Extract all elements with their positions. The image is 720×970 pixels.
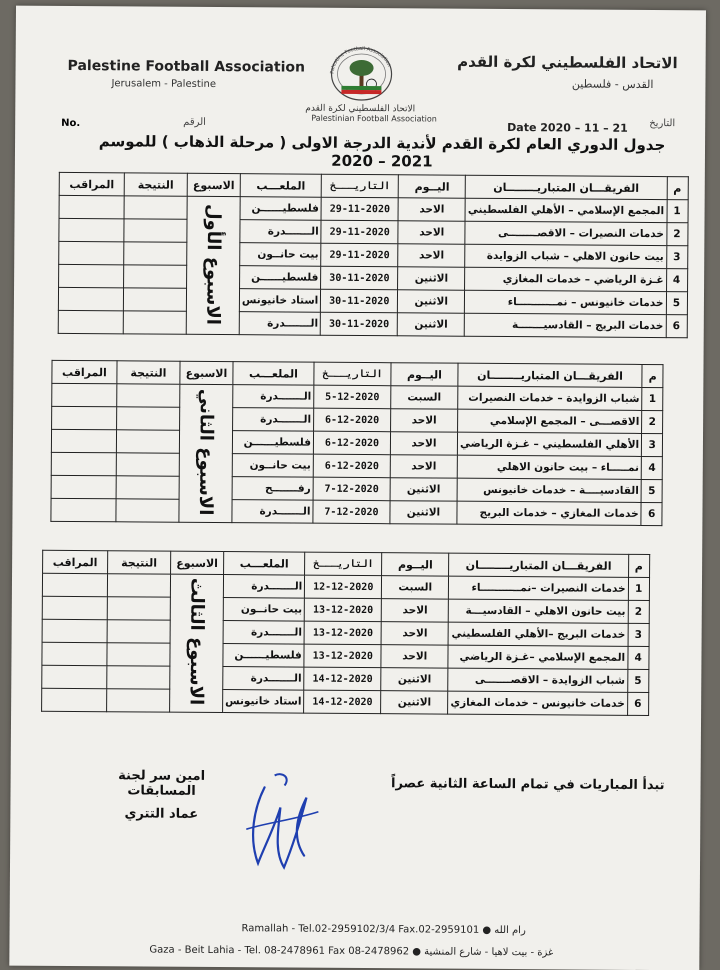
column-header-week: الاسبوع — [171, 551, 224, 574]
cell-observer-empty[interactable] — [42, 573, 107, 596]
cell-teams: المجمع الإسلامي –غـزة الرياضي — [448, 645, 628, 669]
cell-venue: استاد خانيونس — [223, 690, 304, 714]
cell-venue: فلسطيــــــن — [223, 644, 304, 668]
cell-date: 6-12-2020 — [313, 431, 390, 455]
column-header-day: اليــوم — [398, 175, 465, 198]
cell-day: الاحد — [398, 244, 465, 267]
cell-result-empty[interactable] — [107, 597, 170, 620]
cell-result-empty[interactable] — [117, 407, 180, 430]
cell-n: 6 — [641, 502, 662, 525]
week-label-cell — [170, 574, 224, 712]
cell-day: الاحد — [381, 622, 448, 645]
cell-venue: فلسطيــــــن — [240, 197, 321, 221]
date-label: Date — [507, 121, 537, 135]
cell-day: السبت — [382, 576, 449, 599]
page-title: جدول الدوري العام لكرة القدم لأندية الدرجة الاولى ( مرحلة الذهاب ) للموسم 2021 – 2020 — [98, 132, 666, 171]
cell-day: الاثنين — [398, 290, 465, 313]
start-time-note: تبدأ المباريات في تمام الساعة الثانية عصراً — [390, 776, 665, 794]
cell-venue: فلسطيــــــن — [232, 431, 313, 455]
cell-result-empty[interactable] — [116, 430, 179, 453]
cell-day: الاحد — [381, 645, 448, 668]
cell-day: الاثنين — [390, 478, 457, 501]
cell-teams: خدمات النصيرات – الاقصــــــــى — [465, 221, 666, 245]
org-name-ar: الاتحاد الفلسطيني لكرة القدم — [457, 52, 678, 73]
cell-venue: الـــــــدرة — [223, 667, 304, 691]
cell-teams: خدمات النصيرات –نمـــــــــــاء — [449, 576, 629, 600]
cell-n: 1 — [667, 200, 688, 223]
cell-result-empty[interactable] — [117, 384, 180, 407]
cell-result-empty[interactable] — [116, 453, 179, 476]
pfa-logo — [311, 42, 411, 103]
cell-n: 6 — [666, 315, 687, 338]
cell-n: 1 — [642, 387, 663, 410]
cell-venue: الـــــــدرة — [223, 575, 304, 599]
week-label-cell — [179, 384, 233, 522]
cell-result-empty[interactable] — [116, 499, 179, 522]
cell-n: 5 — [666, 292, 687, 315]
cell-date: 7-12-2020 — [313, 500, 390, 524]
document-page — [9, 6, 706, 970]
cell-teams: القادسيــــة – خدمات خانيونس — [457, 478, 641, 502]
date-value: 2020 – 11 – 21 — [540, 121, 628, 135]
cell-venue: الـــــــدرة — [223, 621, 304, 645]
column-header-teams: الفريقـــان المتباريــــــــان — [465, 175, 666, 199]
org-location-en: Jerusalem - Palestine — [111, 78, 217, 90]
cell-date: 6-12-2020 — [313, 454, 390, 478]
column-header-day: اليــوم — [382, 553, 449, 576]
week-label: الاسبوع الثالث — [185, 578, 208, 706]
cell-date: 14-12-2020 — [304, 667, 381, 691]
cell-n: 2 — [628, 600, 649, 623]
cell-teams: بيت حانون الاهلي – شباب الزوايدة — [465, 244, 666, 268]
cell-teams: المجمع الإسلامي – الأهلي الفلسطيني — [465, 198, 666, 222]
cell-result-empty[interactable] — [124, 242, 187, 265]
secretary-name: عماد التتري — [124, 806, 199, 822]
column-header-result: النتيجة — [117, 361, 180, 384]
week-label: الاسبوع الأول — [202, 203, 225, 325]
cell-n: 5 — [641, 479, 662, 502]
signature — [234, 767, 327, 878]
cell-day: الاحد — [398, 221, 465, 244]
column-header-venue: الملعـــب — [224, 552, 305, 576]
cell-n: 5 — [627, 669, 648, 692]
cell-teams: نمـــــاء – بيت حانون الاهلي — [457, 455, 641, 479]
contact-ramallah: Ramallah - Tel.02-2959102/3/4 Fax.02-2959101 ● رام الله — [241, 923, 526, 937]
cell-date: 6-12-2020 — [314, 408, 391, 432]
table-row — [42, 688, 649, 715]
column-header-date: التاريـــخ — [305, 552, 382, 576]
cell-venue: بيت حانــون — [232, 454, 313, 478]
cell-day: الاحد — [391, 409, 458, 432]
column-header-date: التاريـــخ — [314, 362, 391, 386]
cell-day: السبت — [391, 386, 458, 409]
cell-result-empty[interactable] — [107, 643, 170, 666]
week-label-cell — [186, 196, 240, 334]
cell-observer-empty[interactable] — [59, 218, 124, 241]
logo-caption-en: Palestinian Football Association — [311, 113, 437, 124]
cell-date: 29-11-2020 — [321, 197, 398, 221]
org-location-ar: القدس - فلسطين — [571, 77, 654, 92]
cell-teams: خدمات خانيونس – نمـــــــــــاء — [465, 290, 666, 314]
column-header-teams: الفريقـــان المتباريــــــــان — [449, 553, 629, 577]
column-header-day: اليــوم — [391, 363, 458, 386]
document-date — [507, 121, 628, 135]
contact-gaza: Gaza - Beit Lahia - Tel. 08-2478961 Fax 08-2478962 ● غزة - بيت لاهيا - شارع المنشية — [149, 944, 554, 959]
cell-date: 13-12-2020 — [304, 644, 381, 668]
cell-venue: الـــــــدرة — [232, 500, 313, 524]
cell-teams: خدمات البريج –الأهلي الفلسطيني — [448, 622, 628, 646]
cell-result-empty[interactable] — [107, 666, 170, 689]
cell-observer-empty[interactable] — [52, 383, 117, 406]
cell-observer-empty[interactable] — [59, 241, 124, 264]
cell-day: الاثنين — [398, 313, 465, 336]
cell-n: 1 — [628, 577, 649, 600]
cell-result-empty[interactable] — [107, 620, 170, 643]
cell-venue: بيت حانــون — [223, 598, 304, 622]
cell-result-empty[interactable] — [124, 219, 187, 242]
cell-venue: فلسطيــــــن — [240, 266, 321, 290]
cell-venue: رفـــــــح — [232, 477, 313, 501]
cell-day: الاثنين — [381, 691, 448, 714]
cell-venue: الـــــــدرة — [239, 312, 320, 336]
cell-observer-empty[interactable] — [51, 475, 116, 498]
cell-n: 4 — [666, 269, 687, 292]
cell-observer-empty[interactable] — [59, 264, 124, 287]
cell-result-empty[interactable] — [124, 196, 187, 219]
cell-observer-empty[interactable] — [42, 665, 107, 688]
cell-date: 29-11-2020 — [321, 220, 398, 244]
cell-observer-empty[interactable] — [42, 619, 107, 642]
table-row — [58, 310, 687, 337]
cell-venue: استاد خانيونس — [239, 289, 320, 313]
cell-teams: غـزة الرياضي – خدمات المغازي — [465, 267, 666, 291]
cell-teams: شباب الزوايدة – خدمات النصيرات — [458, 386, 642, 410]
cell-teams: الاقصـــى – المجمع الإسلامي — [458, 409, 642, 433]
column-header-teams: الفريقـــان المتباريــــــــان — [458, 363, 642, 387]
cell-teams: خدمات خانيونس – خدمات المغازي — [448, 691, 628, 715]
column-header-n: م — [667, 177, 688, 200]
cell-observer-empty[interactable] — [52, 406, 117, 429]
cell-result-empty[interactable] — [124, 265, 187, 288]
cell-date: 12-12-2020 — [305, 575, 382, 599]
cell-day: الاثنين — [381, 668, 448, 691]
cell-teams: شباب الزوايدة – الاقصـــــــى — [448, 668, 628, 692]
cell-date: 30-11-2020 — [321, 266, 398, 290]
date-label-ar: التاريخ — [649, 118, 676, 130]
cell-observer-empty[interactable] — [58, 310, 123, 333]
column-header-observer: المراقب — [59, 172, 124, 195]
cell-teams: خدمات البريج – القادسيـــــــة — [465, 313, 666, 337]
cell-venue: الـــــــدرة — [233, 385, 314, 409]
cell-day: الاثنين — [390, 501, 457, 524]
cell-result-empty[interactable] — [107, 689, 170, 712]
cell-venue: الـــــــدرة — [233, 408, 314, 432]
cell-observer-empty[interactable] — [42, 688, 107, 711]
column-header-result: النتيجة — [124, 173, 187, 196]
cell-observer-empty[interactable] — [42, 642, 107, 665]
schedule-table-week-3 — [41, 550, 650, 716]
cell-teams: بيت حانون الاهلي – القادسيـــة — [449, 599, 629, 623]
cell-venue: الـــــــدرة — [240, 220, 321, 244]
column-header-n: م — [628, 554, 649, 577]
cell-observer-empty[interactable] — [51, 498, 116, 521]
column-header-n: م — [642, 364, 663, 387]
logo-ring-text: Palestine Football Association — [329, 45, 392, 74]
cell-teams: الأهلي الفلسطيني – غـزة الرياضي — [457, 432, 641, 456]
cell-n: 3 — [642, 433, 663, 456]
cell-n: 6 — [627, 692, 648, 715]
cell-day: الاثنين — [398, 267, 465, 290]
cell-date: 13-12-2020 — [304, 621, 381, 645]
column-header-date: التاريـــخ — [321, 174, 398, 198]
cell-n: 4 — [641, 456, 662, 479]
cell-venue: بيت حانــون — [240, 243, 321, 267]
cell-day: الاحد — [398, 198, 465, 221]
cell-result-empty[interactable] — [123, 311, 186, 334]
cell-date: 5-12-2020 — [314, 385, 391, 409]
cell-teams: خدمات المغازي – خدمات البريج — [457, 501, 641, 525]
cell-observer-empty[interactable] — [59, 195, 124, 218]
secretary-title: امين سر لجنة المسابقات — [118, 768, 206, 799]
cell-day: الاحد — [390, 432, 457, 455]
column-header-venue: الملعـــب — [240, 174, 321, 198]
cell-n: 2 — [642, 410, 663, 433]
cell-observer-empty[interactable] — [51, 452, 116, 475]
cell-result-empty[interactable] — [107, 574, 170, 597]
cell-result-empty[interactable] — [123, 288, 186, 311]
column-header-week: الاسبوع — [180, 361, 233, 384]
cell-n: 4 — [628, 646, 649, 669]
cell-date: 14-12-2020 — [304, 690, 381, 714]
column-header-observer: المراقب — [43, 550, 108, 573]
cell-n: 2 — [666, 223, 687, 246]
schedule-table-week-2 — [50, 360, 663, 526]
cell-observer-empty[interactable] — [51, 429, 116, 452]
reference-number-label: No. — [61, 117, 81, 130]
cell-n: 3 — [628, 623, 649, 646]
cell-date: 7-12-2020 — [313, 477, 390, 501]
week-label: الاسبوع الثاني — [194, 388, 217, 516]
column-header-observer: المراقب — [52, 360, 117, 383]
column-header-venue: الملعـــب — [233, 362, 314, 386]
column-header-week: الاسبوع — [187, 173, 240, 196]
schedule-table-week-1 — [58, 172, 689, 338]
cell-date: 30-11-2020 — [321, 289, 398, 313]
cell-date: 30-11-2020 — [321, 312, 398, 336]
logo-caption-ar: الاتحاد الفلسطيني لكرة القدم — [305, 103, 416, 115]
cell-observer-empty[interactable] — [42, 596, 107, 619]
cell-day: الاحد — [382, 599, 449, 622]
cell-day: الاحد — [390, 455, 457, 478]
column-header-result: النتيجة — [108, 551, 171, 574]
table-row — [51, 498, 662, 525]
cell-result-empty[interactable] — [116, 476, 179, 499]
cell-date: 13-12-2020 — [305, 598, 382, 622]
cell-observer-empty[interactable] — [58, 287, 123, 310]
cell-date: 29-11-2020 — [321, 243, 398, 267]
org-name-en: Palestine Football Association — [67, 57, 306, 76]
reference-number-label-ar: الرقم — [183, 116, 207, 128]
cell-n: 3 — [666, 246, 687, 269]
